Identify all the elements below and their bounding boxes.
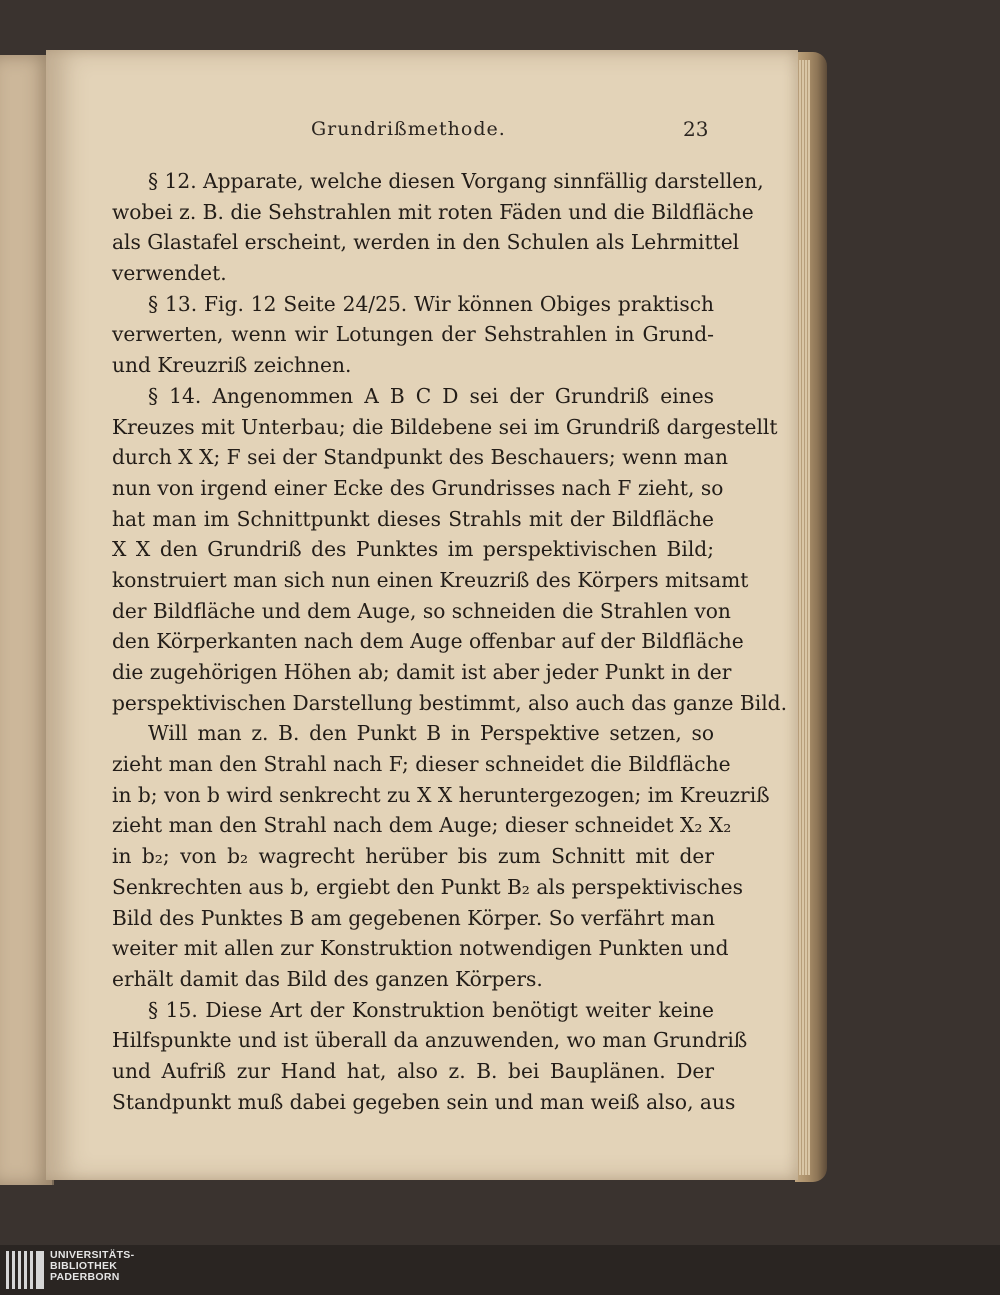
- text-line: als Glastafel erscheint, werden in den Schulen als Lehrmittel: [112, 230, 740, 255]
- library-logo-text: [50, 1250, 134, 1283]
- text-line: verwerten, wenn wir Lotungen der Sehstrahlen in Grund-: [112, 322, 714, 347]
- body-text: [112, 166, 787, 1117]
- book-page: [46, 50, 798, 1180]
- text-line: hat man im Schnittpunkt dieses Strahls mit der Bildfläche: [112, 506, 714, 531]
- text-line: durch X X; F sei der Standpunkt des Beschauers; wenn man: [112, 445, 728, 470]
- text-line: zieht man den Strahl nach F; dieser schneidet die Bildfläche: [112, 752, 731, 777]
- text-line: nun von irgend einer Ecke des Grundrisses nach F zieht, so: [112, 475, 724, 500]
- text-line: und Aufriß zur Hand hat, also z. B. bei Bauplänen. Der: [112, 1058, 714, 1083]
- logo-line: PADERBORN: [50, 1271, 120, 1283]
- page-number: 23: [683, 117, 709, 141]
- text-line: konstruiert man sich nun einen Kreuzriß des Körpers mitsamt: [112, 567, 749, 592]
- text-line: Bild des Punktes B am gegebenen Körper. So verfährt man: [112, 905, 715, 930]
- text-line: § 12. Apparate, welche diesen Vorgang sinnfällig darstellen,: [148, 169, 764, 193]
- text-line: § 14. Angenommen A B C D sei der Grundriß eines: [148, 383, 714, 408]
- footer-bar: [0, 1245, 1000, 1295]
- text-line: Kreuzes mit Unterbau; die Bildebene sei im Grundriß dargestellt: [112, 414, 778, 439]
- text-line: perspektivischen Darstellung bestimmt, also auch das ganze Bild.: [112, 690, 787, 715]
- text-line: in b₂; von b₂ wagrecht herüber bis zum Schnitt mit der: [112, 844, 714, 869]
- text-line: der Bildfläche und dem Auge, so schneiden die Strahlen von: [112, 598, 731, 623]
- text-line: Standpunkt muß dabei gegeben sein und man weiß also, aus: [112, 1089, 736, 1114]
- text-line: zieht man den Strahl nach dem Auge; dieser schneidet X₂ X₂: [112, 813, 732, 838]
- text-line: verwendet.: [112, 261, 227, 286]
- text-line: X X den Grundriß des Punktes im perspektivischen Bild;: [112, 537, 714, 562]
- running-head: [46, 118, 798, 148]
- logo-line: BIBLIOTHEK: [50, 1260, 118, 1272]
- text-line: den Körperkanten nach dem Auge offenbar auf der Bildfläche: [112, 629, 744, 654]
- text-line: Will man z. B. den Punkt B in Perspektive setzen, so: [148, 721, 714, 746]
- text-line: erhält damit das Bild des ganzen Körpers.: [112, 966, 543, 991]
- text-line: § 15. Diese Art der Konstruktion benötigt weiter keine: [148, 997, 714, 1022]
- text-line: in b; von b wird senkrecht zu X X heruntergezogen; im Kreuzriß: [112, 782, 770, 807]
- text-line: die zugehörigen Höhen ab; damit ist aber jeder Punkt in der: [112, 660, 732, 684]
- logo-line: UNIVERSITÄTS-: [50, 1249, 135, 1261]
- text-line: wobei z. B. die Sehstrahlen mit roten Fäden und die Bildfläche: [112, 199, 754, 224]
- text-line: weiter mit allen zur Konstruktion notwendigen Punkten und: [112, 936, 729, 961]
- text-line: § 13. Fig. 12 Seite 24/25. Wir können Obiges praktisch: [148, 291, 714, 316]
- text-line: Senkrechten aus b, ergiebt den Punkt B₂ als perspektivisches: [112, 874, 743, 899]
- text-line: und Kreuzriß zeichnen.: [112, 353, 352, 378]
- text-line: Hilfspunkte und ist überall da anzuwenden, wo man Grundriß: [112, 1028, 748, 1053]
- running-title: Grundrißmethode.: [311, 118, 506, 140]
